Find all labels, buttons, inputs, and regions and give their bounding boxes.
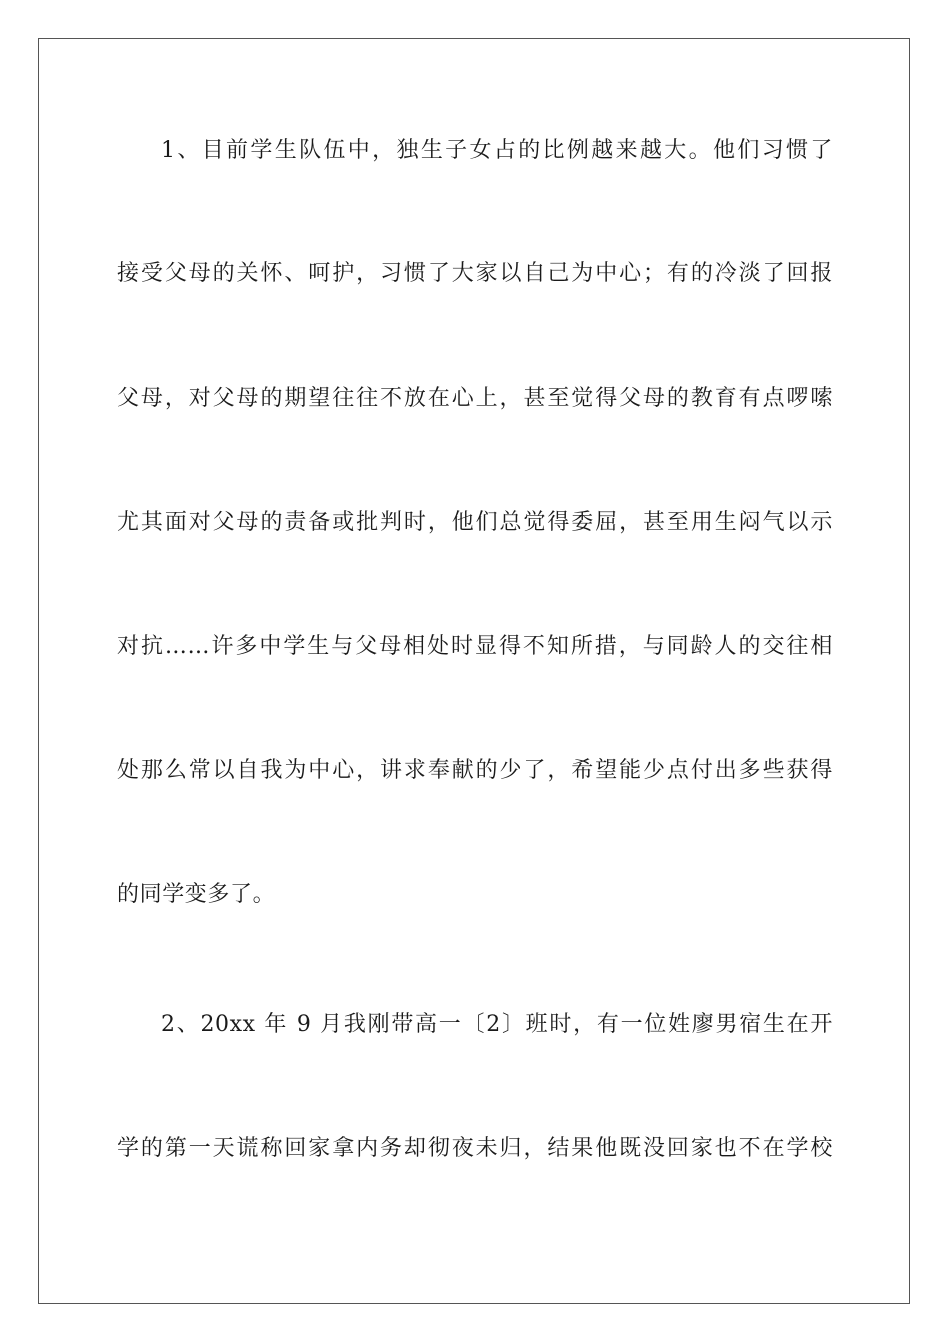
paragraph-2-line-2: 学的第一天谎称回家拿内务却彻夜未归，结果他既没回家也不在学校 — [117, 1136, 833, 1161]
paragraph-1-line-1: 1、目前学生队伍中，独生子女占的比例越来越大。他们习惯了 — [161, 138, 833, 163]
paragraph-2-line-1: 2、20xx 年 9 月我刚带高一〔2〕班时，有一位姓廖男宿生在开 — [161, 1012, 833, 1037]
paragraph-1-line-7: 的同学变多了。 — [117, 882, 276, 907]
paragraph-1-line-6: 处那么常以自我为中心，讲求奉献的少了，希望能少点付出多些获得 — [117, 758, 833, 783]
paragraph-1-line-5: 对抗……许多中学生与父母相处时显得不知所措，与同龄人的交往相 — [117, 634, 833, 659]
paragraph-1-line-4: 尤其面对父母的责备或批判时，他们总觉得委屈，甚至用生闷气以示 — [117, 510, 833, 535]
page-border — [38, 38, 910, 1304]
paragraph-1-line-3: 父母，对父母的期望往往不放在心上，甚至觉得父母的教育有点啰嗦 — [117, 386, 833, 411]
paragraph-1-line-2: 接受父母的关怀、呵护，习惯了大家以自己为中心；有的冷淡了回报 — [117, 261, 833, 286]
